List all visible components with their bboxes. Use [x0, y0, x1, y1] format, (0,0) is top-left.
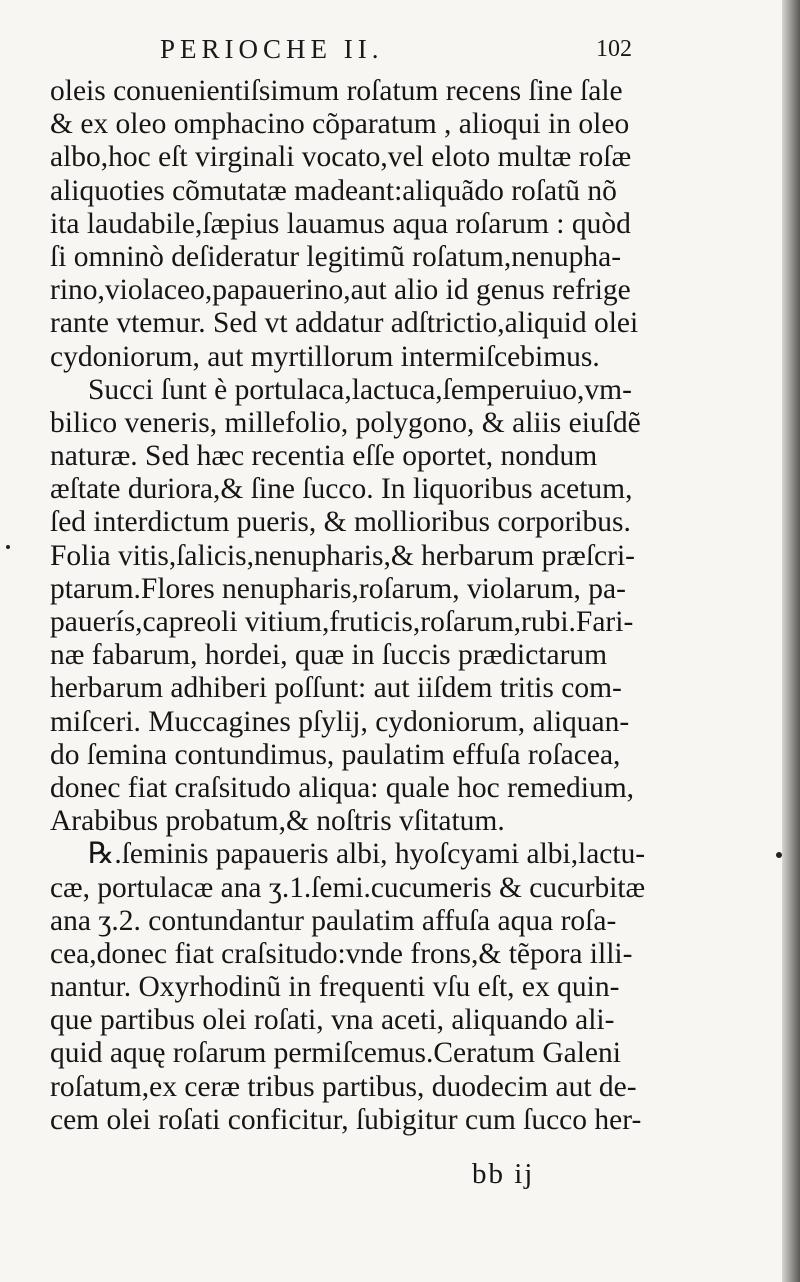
- text-line: miſceri. Muccagines pſylij, cydoniorum, aliquan-: [50, 705, 630, 738]
- text-line: do ſemina contundimus, paulatim effuſa roſacea,: [50, 738, 621, 771]
- text-line: ptarum.Flores nenupharis,roſarum, violarum, pa-: [50, 572, 626, 605]
- text-line: Succi ſunt è portulaca,lactuca,ſemperuiuo,vm-: [88, 373, 632, 406]
- text-line: ℞.ſeminis papaueris albi, hyoſcyami albi,lactu-: [87, 838, 646, 871]
- page-header: [0, 34, 780, 74]
- text-line: aliquoties cõmutatæ madeant:aliquãdo roſatũ nõ: [50, 174, 617, 207]
- text-line: rino,violaceo,papauerino,aut alio id genus refrige: [50, 274, 631, 307]
- body-text: [50, 75, 645, 1137]
- text-line: quid aquę roſarum permiſcemus.Ceratum Galeni: [50, 1037, 621, 1070]
- text-line: ſed interdictum pueris, & mollioribus corporibus.: [50, 506, 631, 539]
- text-line: oleis conuenientiſsimum roſatum recens ſine ſale: [50, 75, 623, 107]
- paragraph: [50, 838, 645, 1137]
- text-line: roſatum,ex ceræ tribus partibus, duodecim aut de-: [50, 1070, 637, 1103]
- page-number: 102: [596, 36, 632, 62]
- text-line: næ fabarum, hordei, quæ in ſuccis prædictarum: [50, 639, 608, 672]
- signature-mark: bb ij: [472, 1158, 535, 1190]
- text-line: naturæ. Sed hæc recentia eſſe oportet, nondum: [50, 440, 598, 473]
- text-line: cæ, portulacæ ana ʒ.1.ſemi.cucumeris & cucurbitæ: [50, 871, 646, 904]
- paragraph: [50, 374, 645, 839]
- text-line: bilico veneris, millefolio, polygono, & aliis eiuſdẽ: [50, 406, 641, 439]
- text-line: Arabibus probatum,& noſtris vſitatum.: [50, 805, 505, 838]
- text-line: æſtate duriora,& ſine ſucco. In liquoribus acetum,: [50, 473, 633, 506]
- text-line: cea,donec fiat craſsitudo:vnde frons,& tẽpora illi-: [50, 937, 633, 970]
- text-line: que partibus olei roſati, vna aceti, aliquando ali-: [50, 1004, 615, 1037]
- page-edge-shadow: [782, 0, 800, 1282]
- running-title: PERIOCHE II.: [160, 34, 384, 64]
- text-line: cydoniorum, aut myrtillorum intermiſcebimus.: [50, 340, 600, 373]
- text-line: nantur. Oxyrhodinũ in frequenti vſu eſt, ex quin-: [50, 971, 620, 1004]
- text-line: donec fiat craſsitudo aliqua: quale hoc remedium,: [50, 771, 635, 804]
- text-line: Folia vitis,ſalicis,nenupharis,& herbarum præſcri-: [50, 539, 635, 572]
- text-line: ana ʒ.2. contundantur paulatim affuſa aqua roſa-: [50, 904, 617, 937]
- text-line: & ex oleo omphacino cõparatum , alioqui in oleo: [50, 108, 630, 141]
- ink-speck: [6, 545, 10, 549]
- text-line: albo,hoc eſt virginali vocato,vel eloto multæ roſæ: [50, 141, 632, 174]
- text-line: ſi omninò deſideratur legitimũ roſatum,nenupha-: [50, 240, 622, 273]
- text-line: rante vtemur. Sed vt addatur adſtrictio,aliquid olei: [50, 307, 639, 340]
- ink-speck: [776, 852, 782, 858]
- text-line: herbarum adhiberi poſſunt: aut iiſdem tritis com-: [50, 672, 622, 705]
- paragraph: [50, 75, 645, 374]
- text-line: pauerís,capreoli vitium,fruticis,roſarum,rubi.Fari-: [50, 606, 634, 638]
- text-line: ita laudabile,ſæpius lauamus aqua roſarum : quòd: [50, 207, 631, 240]
- text-line: cem olei roſati conficitur, ſubigitur cum ſucco her-: [50, 1103, 642, 1136]
